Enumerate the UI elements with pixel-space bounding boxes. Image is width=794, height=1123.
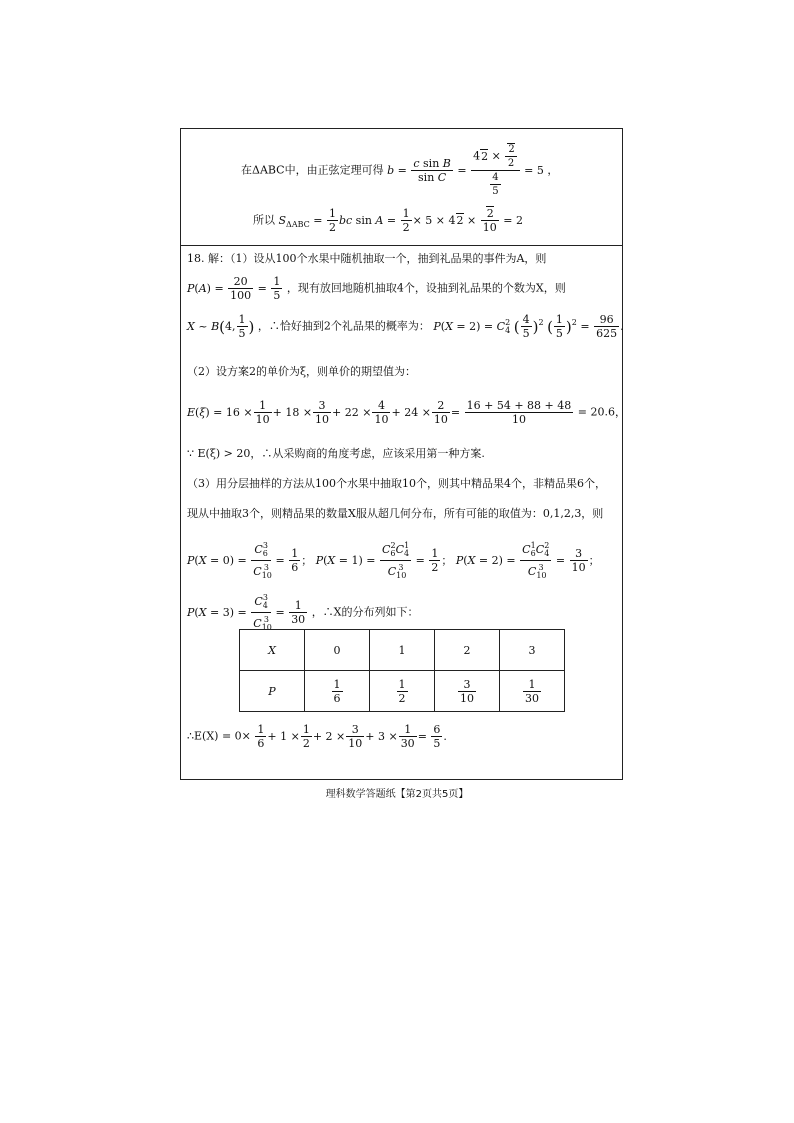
frac-num: 1 [398, 677, 406, 691]
frac-num: 1 [523, 678, 541, 692]
frac-den: 30 [525, 691, 539, 705]
page-footer: 理科数学答题纸【第2页共5页】 [325, 789, 469, 800]
prob-a-formula: P(A) = $\frac{20}{100}$ = $\frac{1}{5}$ [187, 275, 281, 302]
frac-den: 10 [460, 691, 474, 705]
part2-intro: （2）设方案2的单价为ξ，则单价的期望值为： [187, 365, 417, 378]
binomial-formula: X ~ B(4, $\frac{1}{5}$ ) [187, 313, 255, 340]
part2-conclusion: ∵ E(ξ) > 20，∴从采购商的角度考虑，应该采用第一种方案. [187, 447, 485, 460]
table-cell: 0 [305, 630, 370, 671]
q18-intro: 18. 解：（1）设从100个水果中随机抽取一个，抽到礼品果的事件为A，则 [187, 252, 547, 265]
table-cell [305, 671, 370, 712]
expectation-x-formula: $\frac{1}{6}$ + 1 × $\frac{1}{2}$ + 2 × $\frac{3}{10}$ + 3 × $\frac{1}{30}$ = $\frac{6}{5}$ . [257, 723, 447, 750]
hypergeom-formulas: P(X = 0) = $\frac{C_6^3}{C_{10}^3}$ = $\frac{1}{6}$ ； P(X = 1) = $\frac{C_6^2C_4^1}{C_{10}^3}$ = $\frac{1}{2}$ ； P(X = 2) = $\frac{C_6^1C_4^2}{C_{10}^3}$ = $\frac{3}{10}$ ； [187, 541, 600, 580]
part3-intro-b: 现从中抽取3个，则精品果的数量X服从超几何分布，所有可能的取值为：0,1,2,3，则 [187, 507, 604, 520]
hypergeom-line-2 [187, 591, 419, 634]
hypergeom-p3-formula: P(X = 3) = $\frac{C_4^3}{C_{10}^3}$ = $\frac{1}{30}$ [187, 593, 306, 632]
area-prefix: 所以 [253, 213, 275, 227]
expectation-xi-result: = 20.6， [577, 405, 626, 419]
sine-law-prefix: 在ΔABC中，由正弦定理可得 [241, 163, 384, 177]
frac-num: 3 [458, 678, 476, 692]
table-cell: 3 [500, 630, 565, 671]
table-row [240, 630, 565, 671]
binomial-text: ，∴恰好抽到2个礼品果的概率为： [257, 319, 430, 333]
prob-a-line [187, 275, 566, 302]
expectation-xi-formula: E(ξ) = 16 × $\frac{1}{10}$ + 18 × $\frac{3}{10}$ + 22 × $\frac{4}{10}$ + 24 × $\frac{2}{10}$ = $\frac{16 + 54 + 88 + 48}{10}$ [187, 399, 572, 426]
dist-text: ，∴X的分布列如下： [311, 605, 419, 619]
distribution-table [239, 629, 565, 712]
part3-intro-a: （3）用分层抽样的方法从100个水果中抽取10个，则其中精品果4个，非精品果6个， [187, 477, 606, 490]
frac-num: 1 [333, 677, 341, 691]
table-cell [500, 671, 565, 712]
sine-law-formula: b = $\frac{\text{c sin B}}{\text{sin C}}$ = 42 × $\frac{2}{2}$ $\frac{4}{5}$ = 5 [387, 144, 548, 197]
table-cell: 1 [370, 630, 435, 671]
binomial-prob-formula: $P(X = 2) = C_4^2$ ( $\frac{4}{5}$ )$^2$ ( $\frac{1}{5}$ )$^2$ = $\frac{96}{625}$ . [433, 313, 624, 340]
hypergeom-line-1 [187, 539, 600, 582]
answer-sheet [180, 128, 626, 780]
table-cell: P [240, 671, 305, 712]
sine-law-end: ， [547, 163, 559, 177]
area-formula: $S_{\Delta ABC}$ = $\frac{1}{2}$ bc sin A = $\frac{1}{2}$ × 5 × 42 × $\frac{2}{10}$ = 2 [278, 207, 523, 234]
table-cell: X [240, 630, 305, 671]
table-cell [370, 671, 435, 712]
prob-a-text: ，现有放回地随机抽取4个，设抽到礼品果的个数为X，则 [286, 281, 566, 295]
table-cell [435, 671, 500, 712]
table-row [240, 671, 565, 712]
section-divider [181, 245, 622, 246]
frac-den: 6 [333, 691, 341, 705]
area-line [253, 207, 523, 234]
table-cell: 2 [435, 630, 500, 671]
frac-den: 2 [398, 691, 406, 705]
sine-law-line [241, 143, 558, 198]
expectation-x-prefix: ∴E(X) = 0× [187, 729, 251, 743]
binomial-line [187, 313, 624, 340]
expectation-xi-line [187, 399, 626, 426]
expectation-x-line [187, 723, 447, 750]
